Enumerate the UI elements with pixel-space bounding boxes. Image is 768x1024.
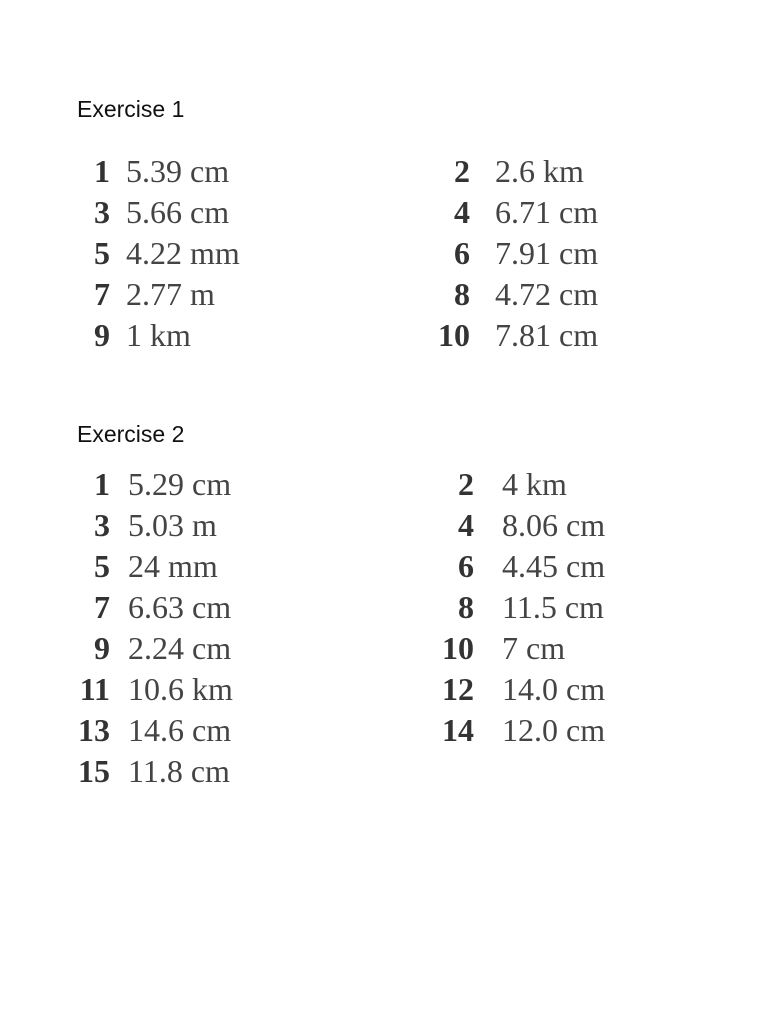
question-number: 15 — [78, 753, 110, 789]
answer-row — [420, 546, 605, 587]
answer-value: 14.6 cm — [128, 712, 232, 748]
question-number: 3 — [94, 194, 110, 230]
answer-value: 7.81 cm — [495, 317, 599, 353]
answer-value: 12.0 cm — [502, 712, 606, 748]
exercise-1-left-column — [70, 151, 240, 356]
answer-value: 4 km — [502, 466, 567, 502]
question-number: 5 — [94, 235, 110, 271]
answer-value: 10.6 km — [128, 671, 233, 707]
question-number: 9 — [94, 317, 110, 353]
answer-row — [70, 315, 240, 356]
question-number: 9 — [94, 630, 110, 666]
answer-value: 8.06 cm — [502, 507, 606, 543]
answer-row — [70, 151, 240, 192]
answer-row — [70, 587, 233, 628]
question-number: 1 — [94, 153, 110, 189]
answer-value: 24 mm — [128, 548, 218, 584]
answer-row — [70, 505, 233, 546]
answer-row — [70, 233, 240, 274]
answer-row — [70, 669, 233, 710]
answer-row — [70, 628, 233, 669]
answer-value: 5.29 cm — [128, 466, 232, 502]
answer-row — [70, 274, 240, 315]
answer-value: 1 km — [126, 317, 191, 353]
question-number: 3 — [94, 507, 110, 543]
answer-row — [420, 587, 605, 628]
answer-value: 5.66 cm — [126, 194, 230, 230]
question-number: 7 — [94, 589, 110, 625]
question-number: 13 — [78, 712, 110, 748]
answer-value: 2.24 cm — [128, 630, 232, 666]
answer-value: 7.91 cm — [495, 235, 599, 271]
question-number: 14 — [442, 712, 474, 748]
question-number: 4 — [454, 194, 470, 230]
answer-row — [420, 505, 605, 546]
answer-row — [420, 628, 605, 669]
question-number: 10 — [438, 317, 470, 353]
answer-row — [420, 274, 598, 315]
answer-row — [420, 151, 598, 192]
question-number: 1 — [94, 466, 110, 502]
answer-row — [70, 192, 240, 233]
answer-value: 4.22 mm — [126, 235, 240, 271]
question-number: 2 — [458, 466, 474, 502]
exercise-2-left-column — [70, 464, 233, 792]
answer-row — [420, 233, 598, 274]
answer-value: 7 cm — [502, 630, 566, 666]
exercise-2-heading: Exercise 2 — [77, 421, 185, 447]
question-number: 2 — [454, 153, 470, 189]
answer-value: 4.72 cm — [495, 276, 599, 312]
answer-value: 2.6 km — [495, 153, 584, 189]
answer-value: 5.39 cm — [126, 153, 230, 189]
question-number: 12 — [442, 671, 474, 707]
question-number: 4 — [458, 507, 474, 543]
answer-row — [420, 315, 598, 356]
answer-row — [420, 192, 598, 233]
answer-row — [70, 710, 233, 751]
question-number: 8 — [454, 276, 470, 312]
answer-value: 6.71 cm — [495, 194, 599, 230]
answer-row — [420, 710, 605, 751]
answer-row — [420, 464, 605, 505]
exercise-1-heading: Exercise 1 — [77, 96, 185, 122]
answer-row — [70, 464, 233, 505]
answer-value: 5.03 m — [128, 507, 217, 543]
exercise-2-right-column — [420, 464, 605, 751]
answer-value: 6.63 cm — [128, 589, 232, 625]
question-number: 8 — [458, 589, 474, 625]
answer-row — [70, 546, 233, 587]
question-number: 10 — [442, 630, 474, 666]
question-number: 7 — [94, 276, 110, 312]
answer-row — [420, 669, 605, 710]
question-number: 6 — [458, 548, 474, 584]
answer-value: 11.8 cm — [128, 753, 230, 789]
answer-value: 4.45 cm — [502, 548, 606, 584]
answer-row — [70, 751, 233, 792]
answer-value: 2.77 m — [126, 276, 215, 312]
question-number: 11 — [79, 671, 110, 707]
question-number: 6 — [454, 235, 470, 271]
answer-value: 11.5 cm — [502, 589, 604, 625]
question-number: 5 — [94, 548, 110, 584]
exercise-1-right-column — [420, 151, 598, 356]
answer-value: 14.0 cm — [502, 671, 606, 707]
